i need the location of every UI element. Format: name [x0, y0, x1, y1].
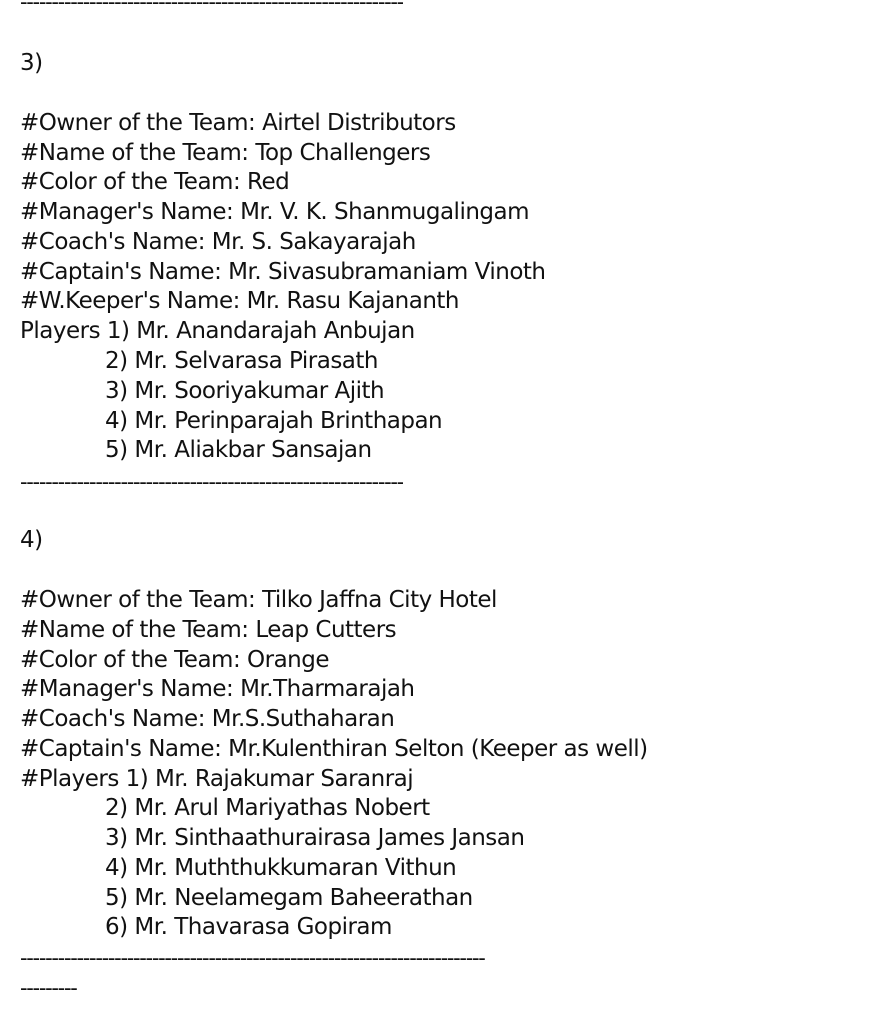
team-3-player: 2) Mr. Selvarasa Pirasath	[105, 348, 378, 374]
team-3-players-header: Players 1) Mr. Anandarajah Anbujan	[20, 318, 415, 344]
team-4-manager: #Manager's Name: Mr.Tharmarajah	[20, 676, 415, 702]
team-4-player: 5) Mr. Neelamegam Baheerathan	[105, 885, 473, 911]
team-4-coach: #Coach's Name: Mr.S.Suthaharan	[20, 706, 395, 732]
divider-top: -------------------------------------------------------------	[20, 0, 403, 14]
divider-bottom-continued: ---------	[20, 976, 77, 1000]
team-4-players-header: #Players 1) Mr. Rajakumar Saranraj	[20, 766, 414, 792]
team-3-captain: #Captain's Name: Mr. Sivasubramaniam Vinoth	[20, 259, 546, 285]
divider-bottom: --------------------------------------------------------------------------	[20, 946, 485, 970]
team-4-number: 4)	[20, 527, 43, 553]
team-3-manager: #Manager's Name: Mr. V. K. Shanmugalingam	[20, 199, 530, 225]
team-3-player: 5) Mr. Aliakbar Sansajan	[105, 437, 372, 463]
team-4-player: 6) Mr. Thavarasa Gopiram	[105, 914, 392, 940]
team-3-coach: #Coach's Name: Mr. S. Sakayarajah	[20, 229, 416, 255]
team-3-player: 4) Mr. Perinparajah Brinthapan	[105, 408, 443, 434]
team-4-captain: #Captain's Name: Mr.Kulenthiran Selton (Keeper as well)	[20, 736, 648, 762]
divider-middle: -------------------------------------------------------------	[20, 470, 403, 494]
team-3-keeper: #W.Keeper's Name: Mr. Rasu Kajananth	[20, 288, 460, 314]
team-4-owner: #Owner of the Team: Tilko Jaffna City Hotel	[20, 587, 497, 613]
team-3-player: 3) Mr. Sooriyakumar Ajith	[105, 378, 385, 404]
team-4-player: 4) Mr. Muththukkumaran Vithun	[105, 855, 457, 881]
team-3-color: #Color of the Team: Red	[20, 169, 290, 195]
team-4-color: #Color of the Team: Orange	[20, 647, 329, 673]
team-4-player: 2) Mr. Arul Mariyathas Nobert	[105, 795, 430, 821]
team-3-name: #Name of the Team: Top Challengers	[20, 140, 431, 166]
team-4-player: 3) Mr. Sinthaathurairasa James Jansan	[105, 825, 525, 851]
team-3-number: 3)	[20, 50, 43, 76]
team-4-name: #Name of the Team: Leap Cutters	[20, 617, 397, 643]
team-3-owner: #Owner of the Team: Airtel Distributors	[20, 110, 456, 136]
